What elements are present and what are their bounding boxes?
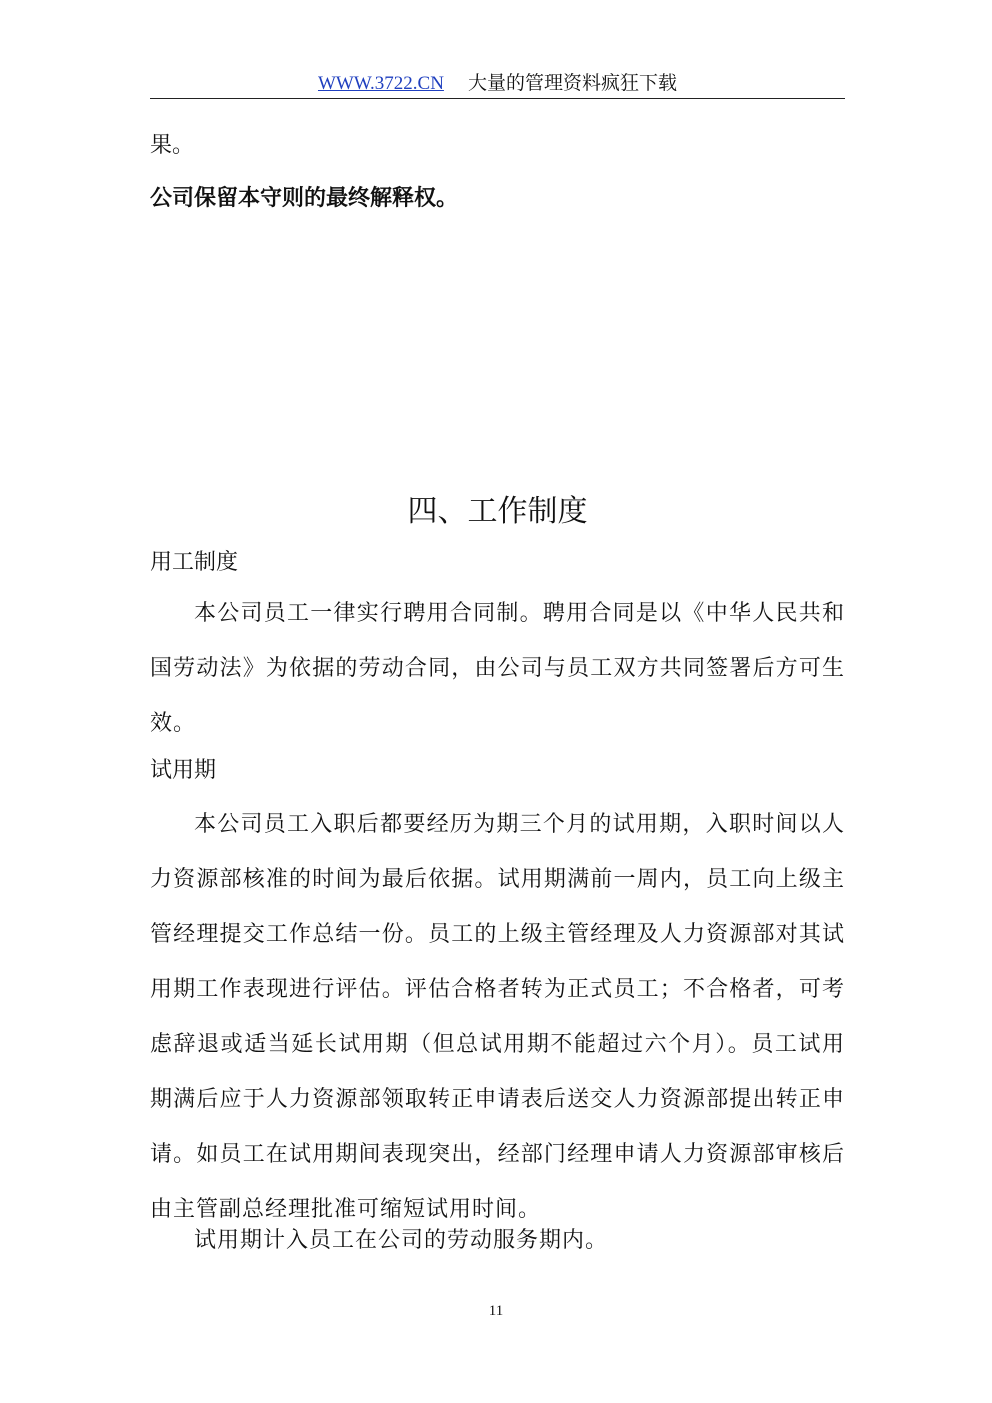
continuation-text: 果。 [150,133,195,158]
page-number: 11 [488,1303,504,1319]
header-rule [150,98,845,99]
chapter-title: 四、工作制度 [407,494,588,529]
probation-paragraph: 本公司员工入职后都要经历为期三个月的试用期，入职时间以人力资源部核准的时间为最后依据。试用期满前一周内，员工向上级主管经理提交工作总结一份。员工的上级主管经理及人力资源部对其试用期工作表现进行评估。评估合格者转为正式员工；不合格者，可考虑辞退或适当延长试用期（但总试用期不能超过六个月）。员工试用期满后应于人力资源部领取转正申请表后送交人力资源部提出转正申请。如员工在试用期间表现突出，经部门经理申请人力资源部审核后由主管副总经理批准可缩短试用时间。 [150,812,845,1222]
page-header [150,70,845,96]
reserve-statement: 公司保留本守则的最终解释权。 [150,186,459,211]
employment-paragraph: 本公司员工一律实行聘用合同制。聘用合同是以《中华人民共和国劳动法》为依据的劳动合同，由公司与员工双方共同签署后方可生效。 [150,601,845,736]
probation-note-paragraph: 试用期计入员工在公司的劳动服务期内。 [194,1228,609,1253]
section-heading-employment: 用工制度 [150,550,239,575]
header-site-link[interactable]: WWW.3722.CN [317,73,444,94]
header-tagline: 大量的管理资料疯狂下载 [467,72,677,94]
section-heading-probation: 试用期 [150,758,217,783]
